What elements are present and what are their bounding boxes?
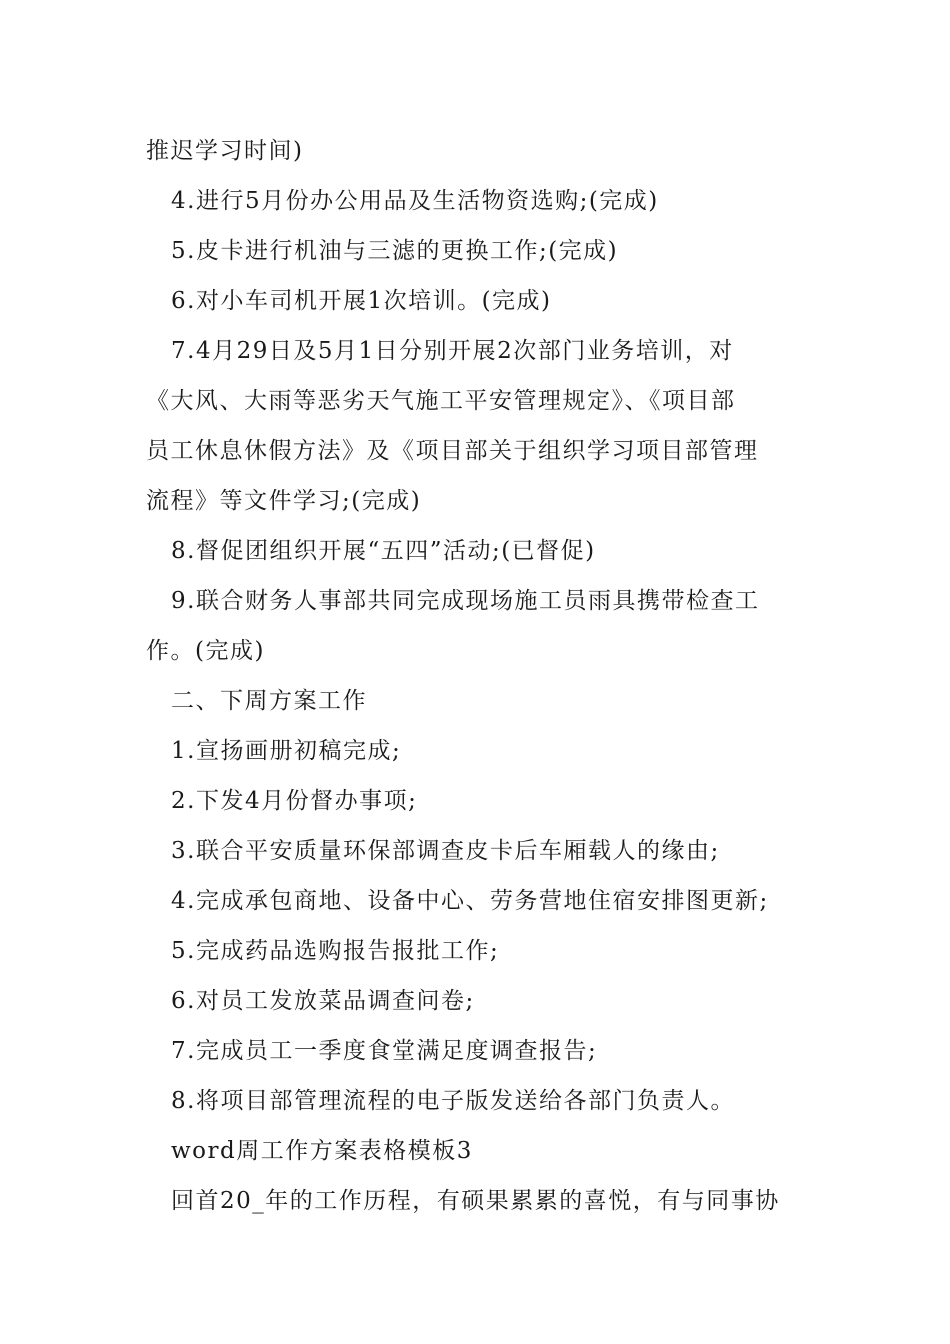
list-item: 7.4月29日及5月1日分别开展2次部门业务培训，对: [171, 338, 734, 364]
list-item: 5.皮卡进行机油与三滤的更换工作;(完成): [171, 238, 619, 264]
text-line: 流程》等文件学习;(完成): [146, 488, 422, 514]
section-title: word周工作方案表格模板3: [171, 1138, 473, 1164]
list-item: 4.进行5月份办公用品及生活物资选购;(完成): [171, 188, 659, 214]
list-item: 7.完成员工一季度食堂满足度调查报告;: [171, 1038, 598, 1064]
list-item: 4.完成承包商地、设备中心、劳务营地住宿安排图更新;: [171, 888, 769, 914]
text-line: 作。(完成): [146, 638, 265, 664]
list-item: 5.完成药品选购报告报批工作;: [171, 938, 500, 964]
text-line: 员工休息休假方法》及《项目部关于组织学习项目部管理: [146, 438, 759, 464]
list-item: 9.联合财务人事部共同完成现场施工员雨具携带检查工: [171, 588, 760, 614]
list-item: 6.对小车司机开展1次培训。(完成): [171, 288, 552, 314]
section-heading: 二、下周方案工作: [171, 688, 367, 714]
text-line: 《大风、大雨等恶劣天气施工平安管理规定》、《项目部: [146, 388, 736, 414]
list-item: 8.将项目部管理流程的电子版发送给各部门负责人。: [171, 1088, 735, 1114]
list-item: 3.联合平安质量环保部调查皮卡后车厢载人的缘由;: [171, 838, 720, 864]
list-item: 6.对员工发放菜品调查问卷;: [171, 988, 475, 1014]
text-line: 回首20_年的工作历程，有硕果累累的喜悦，有与同事协: [171, 1188, 780, 1214]
list-item: 1.宣扬画册初稿完成;: [171, 738, 402, 764]
list-item: 8.督促团组织开展“五四”活动;(已督促): [171, 538, 596, 564]
text-line: 推迟学习时间): [146, 138, 304, 164]
list-item: 2.下发4月份督办事项;: [171, 788, 418, 814]
